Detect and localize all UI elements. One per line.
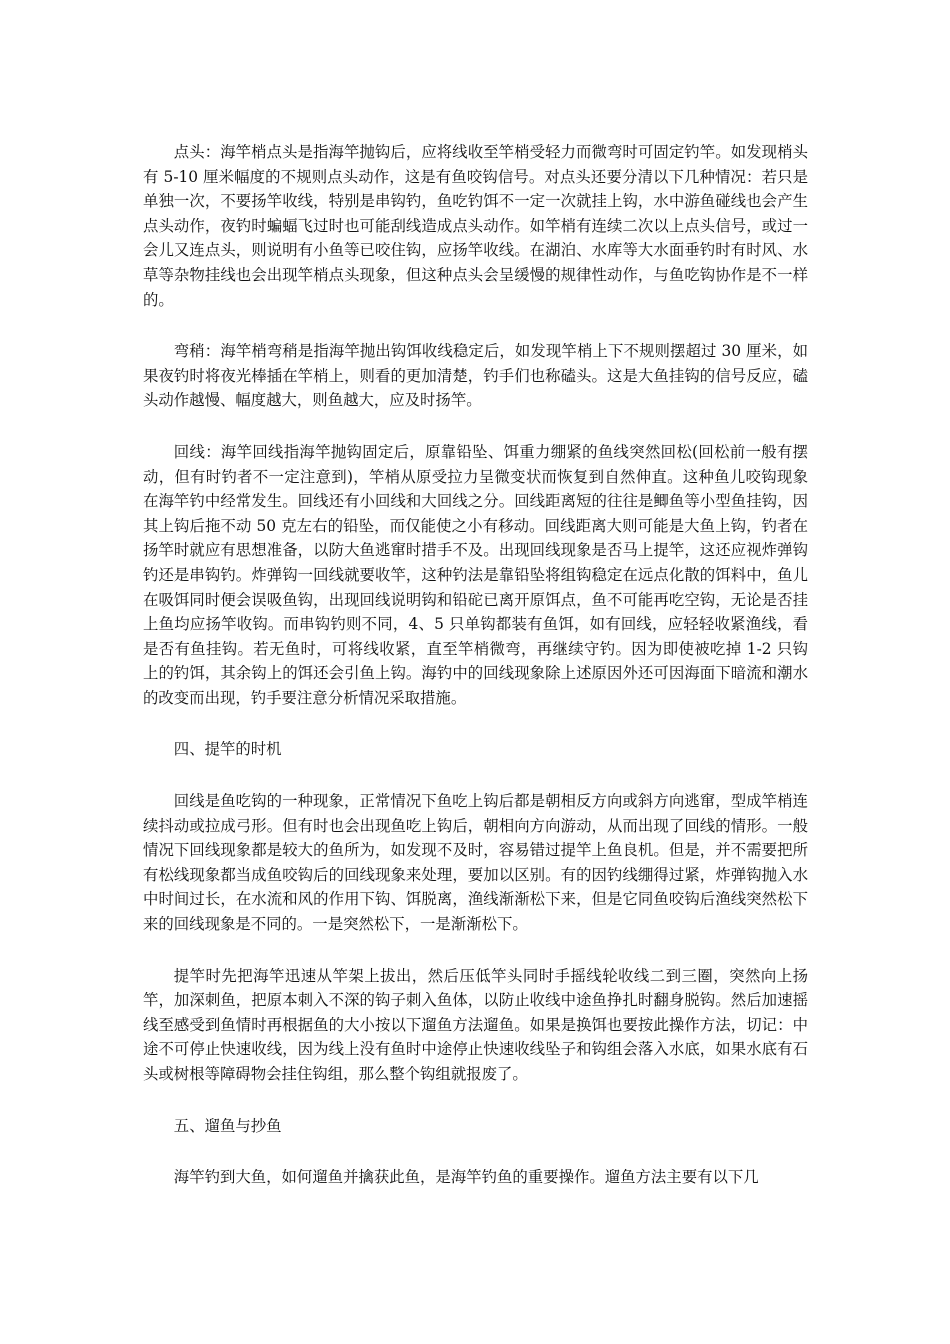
paragraph-slack-phenomenon: 回线是鱼吃钩的一种现象，正常情况下鱼吃上钩后都是朝相反方向或斜方向逃窜，型成竿梢连续抖动或拉成弓形。但有时也会出现鱼吃上钩后，朝相向方向游动，从而出现了回线的情形。一般情况下回线现象都是较大的鱼所为，如发现不及时，容易错过提竿上鱼良机。但是，并不需要把所有松线现象都当成鱼咬钩后的回线现象来处理，要加以区别。有的因钓线绷得过紧，炸弹钩抛入水中时间过长，在水流和风的作用下钩、饵脱离，渔线渐渐松下来，但是它同鱼咬钩后渔线突然松下来的回线现象是不同的。一是突然松下，一是渐渐松下。 [143, 792, 808, 934]
paragraph-nod: 点头：海竿梢点头是指海竿抛钩后，应将线收至竿梢受轻力而微弯时可固定钓竿。如发现梢头有 5-10 厘米幅度的不规则点头动作，这是有鱼咬钩信号。对点头还要分清以下几种情况：若只是单独一次，不要扬竿收线，特别是串钩钓，鱼吃钓饵不一定一次就挂上钩，水中游鱼碰线也会产生点头动作，夜钓时蝙蝠飞过时也可能刮线造成点头动作。如竿梢有连续二次以上点头信号，或过一会儿又连点头，则说明有小鱼等已咬住钩，应扬竿收线。在湖泊、水库等大水面垂钓时有时风、水草等杂物挂线也会出现竿梢点头现象，但这种点头会呈缓慢的规律性动作，与鱼吃钩协作是不一样的。 [143, 143, 808, 309]
paragraph-playing-fish: 海竿钓到大鱼，如何遛鱼并擒获此鱼，是海竿钓鱼的重要操作。遛鱼方法主要有以下几 [173, 1168, 759, 1187]
document-page [143, 140, 808, 1217]
paragraph-bend: 弯稍：海竿梢弯稍是指海竿抛出钩饵收线稳定后，如发现竿梢上下不规则摆超过 30 厘米，如果夜钓时将夜光棒插在竿梢上，则看的更加清楚，钓手们也称磕头。这是大鱼挂钩的信号反应，磕头动作越慢、幅度越大，则鱼越大，应及时扬竿。 [143, 342, 808, 410]
paragraph-lift-rod: 提竿时先把海竿迅速从竿架上拔出，然后压低竿头同时手摇线轮收线二到三圈，突然向上扬竿，加深刺鱼，把原本刺入不深的钩子刺入鱼体，以防止收线中途鱼挣扎时翻身脱钩。然后加速摇线至感受到鱼情时再根据鱼的大小按以下遛鱼方法遛鱼。如果是换饵也要按此操作方法，切记：中途不可停止快速收线，因为线上没有鱼时中途停止快速收线坠子和钩组会落入水底，如果水底有石头或树根等障碍物会挂住钩组，那么整个钩组就报废了。 [143, 966, 808, 1083]
section-heading-5: 五、遛鱼与抄鱼 [173, 1116, 282, 1135]
section-heading-4: 四、提竿的时机 [173, 740, 282, 759]
paragraph-slack-line: 回线：海竿回线指海竿抛钩固定后，原靠铅坠、饵重力绷紧的鱼线突然回松(回松前一般有摆动，但有时钓者不一定注意到)，竿梢从原受拉力呈微变状而恢复到自然伸直。这种鱼儿咬钩现象在海竿钓中经常发生。回线还有小回线和大回线之分。回线距离短的往往是鲫鱼等小型鱼挂钩，因其上钩后拖不动 50 克左右的铅坠，而仅能使之小有移动。回线距离大则可能是大鱼上钩，钓者在扬竿时就应有思想准备，以防大鱼逃窜时措手不及。出现回线现象是否马上提竿，这还应视炸弹钩钓还是串钩钓。炸弹钩一回线就要收竿，这种钓法是靠铅坠将组钩稳定在远点化散的饵料中，鱼儿在吸饵同时便会误吸鱼钩，出现回线说明钩和铅砣已离开原饵点，鱼不可能再吃空钩，无论是否挂上鱼均应扬竿收钩。而串钩钓则不同，4、5 只单钩都装有鱼饵，如有回线，应轻轻收紧渔线，看是否有鱼挂钩。若无鱼时，可将线收紧，直至竿梢微弯，再继续守钓。因为即使被吃掉 1-2 只钩上的钓饵，其余钩上的饵还会引鱼上钩。海钓中的回线现象除上述原因外还可因海面下暗流和潮水的改变而出现，钓手要注意分析情况采取措施。 [143, 442, 808, 707]
